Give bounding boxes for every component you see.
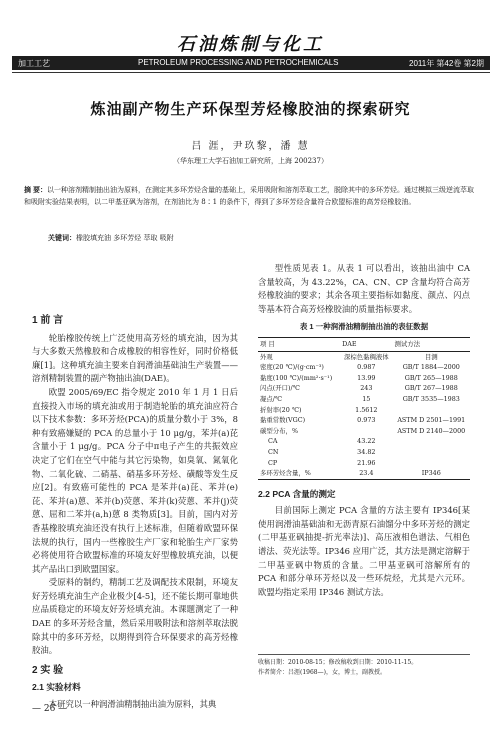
table-cell: GB/T 267—1988	[404, 384, 458, 393]
table-header-cell: 项 目	[258, 337, 340, 351]
paragraph: 目前国际上测定 PCA 含量的方法主要有 IP346[某使用润滑油基础油和无沥青原石油馏分中多环芳烃的测定(二甲基亚砜抽提-折光率法)]、高压液相色谱法、气相色谱法、荧光法等。IP346 应用广泛，其方法是测定溶解于二甲基亚砜中物质的含量。二甲基亚砜可溶解所有的 PCA 和部分单环芳烃以及一些环烷烃，尤其是六元环。欧盟均指定采用 IP346 测试方法。	[258, 505, 470, 597]
section-2-heading: 2 实 验	[32, 664, 64, 676]
table-cell	[393, 447, 470, 458]
table-cell: 15	[362, 394, 371, 403]
paragraph: 本研究以一种润滑油精制抽出油为原料，其典	[48, 699, 217, 710]
table-cell	[340, 426, 392, 437]
abstract	[24, 185, 476, 208]
table-row	[258, 436, 470, 447]
table-cell: 密度(20 ℃)/(g·cm⁻³)	[260, 363, 324, 372]
section-2-2-heading: 2.2 PCA 含量的测定	[258, 488, 336, 499]
page-number: — 26 —	[32, 704, 68, 714]
table-title: 表 1 一种润滑油精制抽出油的表征数据	[299, 322, 429, 332]
table-cell: 23.4	[340, 468, 392, 479]
table-cell: 1.5612	[355, 405, 378, 414]
footnote-received: 收稿日期：2010-08-15；修改稿收到日期：2010-11-15。	[258, 659, 418, 666]
section-2-1-heading: 2.1 实验材料	[32, 682, 81, 693]
table-row	[258, 383, 470, 394]
table-cell: 43.22	[357, 437, 376, 446]
table-header-cell: DAE	[340, 337, 392, 351]
article-title: 炼油副产物生产环保型芳烃橡胶油的探索研究	[90, 100, 411, 118]
table-cell: CP	[268, 458, 278, 467]
paragraph: 欧盟 2005/69/EC 指令规定 2010 年 1 月 1 日后直接投入市场的填充油或用于制造轮胎的填充油应符合以下技术参数：多环芳烃(PCA)的质量分数小于 3%，8 种有致癌嫌疑的 PCA 的总量小于 10 μg/g，苯并(a)芘含量小于 1 μg/g。PCA 分子中π电子产生的共振效应决定了它们在空气中能与其它污染物，如臭氧、氮氧化物、二氧化硫、二硝基、硝基多环芳烃、磺酸等发生反应[2]。有致癌可能性的 PCA 是苯并(a)芘、苯并(e)芘、苯并(a)蒽、苯并(b)荧蒽、苯并(k)荧蒽、苯并(j)荧蒽、屈和二苯并(a,h)蒽 8 类物质[3]。目前，国内对芳香基橡胶填充油还没有执行上述标准，但随着欧盟环保法规的执行，国内一些橡胶生产厂家和轮胎生产厂家势必将使用符合欧盟标准的环境友好型橡胶填充油，以便其产品出口到欧盟国家。	[32, 386, 238, 574]
table-row	[258, 373, 470, 384]
table-cell	[393, 405, 470, 416]
keywords-label: 关键词：	[48, 235, 76, 242]
table-row	[258, 458, 470, 469]
section-1-heading: 1 前 言	[32, 315, 64, 326]
masthead	[0, 0, 501, 58]
table-cell: 折射率(20 ℃)	[260, 405, 302, 414]
header-rule	[12, 72, 490, 73]
table-cell: 凝点/℃	[260, 394, 283, 403]
property-table	[258, 337, 470, 480]
table-cell: 深棕色黏稠液体	[343, 352, 389, 361]
table-cell: 外观	[260, 352, 273, 361]
table-cell: 0.987	[357, 363, 376, 372]
table-cell: 碳型分布，%	[260, 426, 299, 435]
journal-english-name: PETROLEUM PROCESSING AND PETROCHEMICALS	[138, 58, 339, 67]
table-cell: GB/T 3535—1983	[402, 394, 460, 403]
table-cell: ASTM D 2501—1991	[397, 416, 466, 425]
table-cell: CN	[268, 447, 279, 456]
table-row	[258, 426, 470, 437]
table-header-cell: 测试方法	[393, 337, 470, 351]
table-cell: 闪点(开口)/℃	[260, 384, 300, 393]
article-affiliation: （华东理工大学石油加工研究所，上海 200237）	[173, 157, 328, 165]
table-cell: 多环芳烃含量，%	[258, 468, 340, 479]
table-cell	[393, 458, 470, 469]
table-row	[258, 351, 470, 362]
table-cell: 目测	[424, 352, 438, 361]
table-cell: IP346	[393, 468, 470, 479]
keywords-text: 橡胶填充油 多环芳烃 萃取 吸附	[76, 234, 174, 242]
table-cell: 黏度(100 ℃)/(mm²·s⁻¹)	[260, 373, 333, 382]
table-row	[258, 362, 470, 373]
keywords	[48, 233, 478, 243]
table-cell: GB/T 1884—2000	[402, 363, 460, 372]
table-cell: 34.82	[357, 447, 376, 456]
abstract-text: 以一种溶剂精制抽出油为原料，在测定其多环芳烃含量的基础上，采用吸附和溶剂萃取工艺，脱除其中的多环芳烃。通过模拟三级逆流萃取和吸附实验结果表明，以二甲基亚砜为溶剂，在剂油比为 8∶1 的条件下，得到了多环芳烃含量符合欧盟标准的高芳烃橡胶油。	[24, 186, 474, 206]
paragraph: 轮胎橡胶传统上广泛使用高芳烃的填充油，因为其与大多数天然橡胶和合成橡胶的相容性好，同时价格低廉[1]。这种填充油主要来自润滑油基础油生产装置——溶剂精制装置的副产物抽出油(DAE)。	[32, 332, 238, 384]
paragraph: 型性质见表 1。从表 1 可以看出，该抽出油中 CA 含量较高，为 43.22%，CA、CN、CP 含量均符合高芳烃橡胶油的要求；其余各项主要指标如黏度、颜点、闪点等基本符合高芳烃橡胶油的质量指标要求。	[258, 263, 470, 314]
table-row	[258, 447, 470, 458]
table-row	[258, 394, 470, 405]
right-column	[258, 262, 470, 599]
table-row	[258, 468, 470, 479]
table-cell: 13.99	[357, 373, 376, 382]
footnote	[258, 654, 470, 678]
journal-title: 石油炼制与化工	[177, 34, 324, 55]
abstract-label: 摘 要：	[24, 187, 47, 194]
section-label: 加工工艺	[18, 59, 50, 68]
table-row	[258, 415, 470, 426]
table-header-row	[258, 337, 470, 351]
table-cell: 黏重常数(VGC)	[260, 416, 306, 425]
header-band	[12, 56, 490, 70]
issue-info: 2011年 第42卷 第2期	[409, 59, 484, 68]
table-cell: 0.973	[357, 416, 376, 425]
article-authors: 吕 涯，尹玖黎，潘 慧	[191, 141, 310, 152]
table-cell: ASTM D 2140—2000	[397, 426, 466, 435]
table-cell: CA	[268, 437, 278, 446]
table-cell: 243	[360, 384, 373, 393]
table-cell	[393, 436, 470, 447]
left-column	[32, 308, 238, 712]
footnote-author-bio: 作者简介：吕涯(1968—)，女，博士，副教授。	[258, 669, 386, 676]
paragraph: 受原料的制约，精制工艺及调配技术限制，环境友好芳烃填充油生产企业极少[4-5]，还不能长期可靠地供应品质稳定的环境友好芳烃填充油。本课题测定了一种 DAE 的多环芳烃含量，然后采用吸附法和溶剂萃取法脱除其中的多环芳烃，以期得到符合环保要求的高芳烃橡胶油。	[32, 577, 238, 656]
table-cell: GB/T 265—1988	[404, 373, 458, 382]
table-cell: 21.96	[357, 458, 376, 467]
table-row	[258, 405, 470, 416]
